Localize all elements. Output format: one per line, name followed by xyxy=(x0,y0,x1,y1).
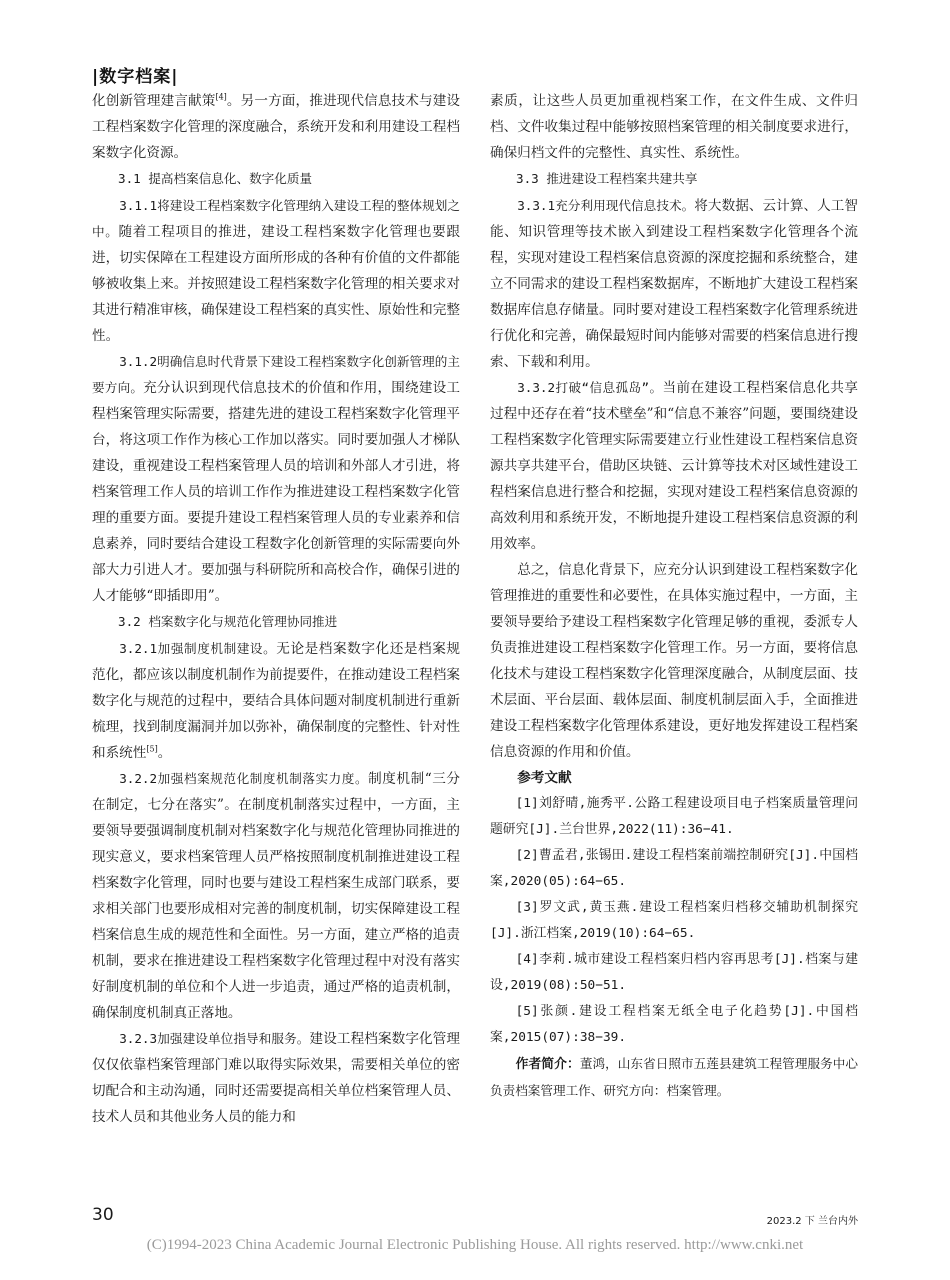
issue-label: 2023.2 下 兰台内外 xyxy=(766,1216,858,1227)
copyright-watermark: (C)1994-2023 China Academic Journal Electronic Publishing House. All rights reserved. http://www.cnki.net xyxy=(146,1237,804,1253)
paragraph-3-2-1: 3.2.1加强制度机制建设。无论是档案数字化还是档案规范化，都应该以制度机制作为前提要件，在推动建设工程档案数字化与规范的过程中，要结合具体问题对制度机制进行重新梳理，找到制度漏洞并加以弥补，确保制度的完整性、针对性和系统性[5]。 xyxy=(92,641,460,761)
paragraph-continued: 素质，让这些人员更加重视档案工作，在文件生成、文件归档、文件收集过程中能够按照档案管理的相关制度要求进行，确保归档文件的完整性、真实性、系统性。 xyxy=(490,93,858,161)
paragraph-3-1-1: 3.1.1将建设工程档案数字化管理纳入建设工程的整体规划之中。随着工程项目的推进，建设工程档案数字化管理也要跟进，切实保障在工程建设方面所形成的各种有价值的文件都能够被收集上来。并按照建设工程档案数字化管理的相关要求对其进行精准审核，确保建设工程档案的真实性、原始性和完整性。 xyxy=(92,198,461,344)
reference-item: [2]曹孟君,张锡田.建设工程档案前端控制研究[J].中国档案,2020(05):64−65. xyxy=(490,848,858,889)
section-heading-3-1: 3.1 提高档案信息化、数字化质量 xyxy=(118,171,313,186)
right-column xyxy=(490,88,858,1105)
reference-item: [5]张颜.建设工程档案无纸全电子化趋势[J].中国档案,2015(07):38−39. xyxy=(490,1004,858,1045)
paragraph-3-3-1: 3.3.1充分利用现代信息技术。将大数据、云计算、人工智能、知识管理等技术嵌入到建设工程档案数字化管理各个流程，实现对建设工程档案信息资源的深度挖掘和系统整合，建立不同需求的建设工程档案数据库，不断地扩大建设工程档案数据库信息存储量。同时要对建设工程档案数字化管理系统进行优化和完善，确保最短时间内能够对需要的档案信息进行搜索、下载和利用。 xyxy=(490,198,858,370)
left-column xyxy=(92,88,460,1130)
reference-item: [3]罗文武,黄玉燕.建设工程档案归档移交辅助机制探究[J].浙江档案,2019(10):64−65. xyxy=(490,900,858,941)
paragraph-3-1-2: 3.1.2明确信息时代背景下建设工程档案数字化创新管理的主要方向。充分认识到现代信息技术的价值和作用，围绕建设工程档案管理实际需要，搭建先进的建设工程档案数字化管理平台，将这项工作作为核心工作加以落实。同时要加强人才梯队建设，重视建设工程档案管理人员的培训和外部人才引进，将档案管理工作人员的培训工作作为推进建设工程档案数字化管理的重要方面。要提升建设工程档案管理人员的专业素养和信息素养，同时要结合建设工程数字化创新管理的实际需要向外部大力引进人才。要加强与科研院所和高校合作，确保引进的人才能够“即插即用”。 xyxy=(92,354,460,604)
section-heading-3-2: 3.2 档案数字化与规范化管理协同推进 xyxy=(118,614,338,629)
paragraph-conclusion: 总之，信息化背景下，应充分认识到建设工程档案数字化管理推进的重要性和必要性，在具体实施过程中，一方面，主要领导要给予建设工程档案数字化管理足够的重视，委派专人负责推进建设工程档案数字化管理工作。另一方面，要将信息化技术与建设工程档案数字化管理深度融合，从制度层面、技术层面、平台层面、载体层面、制度机制层面入手，全面推进建设工程档案数字化管理体系建设，更好地发挥建设工程档案信息资源的作用和价值。 xyxy=(490,562,858,760)
paragraph-3-2-2: 3.2.2加强档案规范化制度机制落实力度。制度机制“三分在制定，七分在落实”。在制度机制落实过程中，一方面，主要领导要强调制度机制对档案数字化与规范化管理协同推进的现实意义，要求档案管理人员严格按照制度机制推进建设工程档案数字化管理，同时也要与建设工程档案生成部门联系，要求相关部门也要形成相对完善的制度机制，切实保障建设工程档案信息生成的规范性和全面性。另一方面，建立严格的追责机制，要求在推进建设工程档案数字化管理过程中对没有落实好制度机制的单位和个人进一步追责，通过严格的追责机制，确保制度机制真正落地。 xyxy=(92,771,460,1021)
section-heading-3-3: 3.3 推进建设工程档案共建共享 xyxy=(516,171,698,186)
page-number: 30 xyxy=(92,1205,114,1225)
journal-section-header: |数字档案| xyxy=(92,67,179,87)
references-heading: 参考文献 xyxy=(517,770,572,786)
reference-item: [1]刘舒晴,施秀平.公路工程建设项目电子档案质量管理问题研究[J].兰台世界,2022(11):36−41. xyxy=(490,796,858,837)
reference-item: [4]李莉.城市建设工程档案归档内容再思考[J].档案与建设,2019(08):50−51. xyxy=(490,952,858,993)
paragraph-3-2-3: 3.2.3加强建设单位指导和服务。建设工程档案数字化管理仅仅依靠档案管理部门难以取得实际效果，需要相关单位的密切配合和主动沟通，同时还需要提高相关单位档案管理人员、技术人员和其他业务人员的能力和 xyxy=(92,1031,461,1125)
paragraph-3-3-2: 3.3.2打破“信息孤岛”。当前在建设工程档案信息化共享过程中还存在着“技术壁垒”和“信息不兼容”问题，要围绕建设工程档案数字化管理实际需要建立行业性建设工程档案信息资源共享共建平台，借助区块链、云计算等技术对区域性建设工程档案信息进行整合和挖掘，实现对建设工程档案信息资源的高效利用和系统开发，不断地提升建设工程档案信息资源的利用效率。 xyxy=(490,380,859,552)
paragraph-intro: 化创新管理建言献策[4]。另一方面，推进现代信息技术与建设工程档案数字化管理的深度融合，系统开发和利用建设工程档案数字化资源。 xyxy=(92,92,461,161)
author-bio: 作者简介：董鸿，山东省日照市五莲县建筑工程管理服务中心负责档案管理工作、研究方向：档案管理。 xyxy=(490,1056,859,1098)
